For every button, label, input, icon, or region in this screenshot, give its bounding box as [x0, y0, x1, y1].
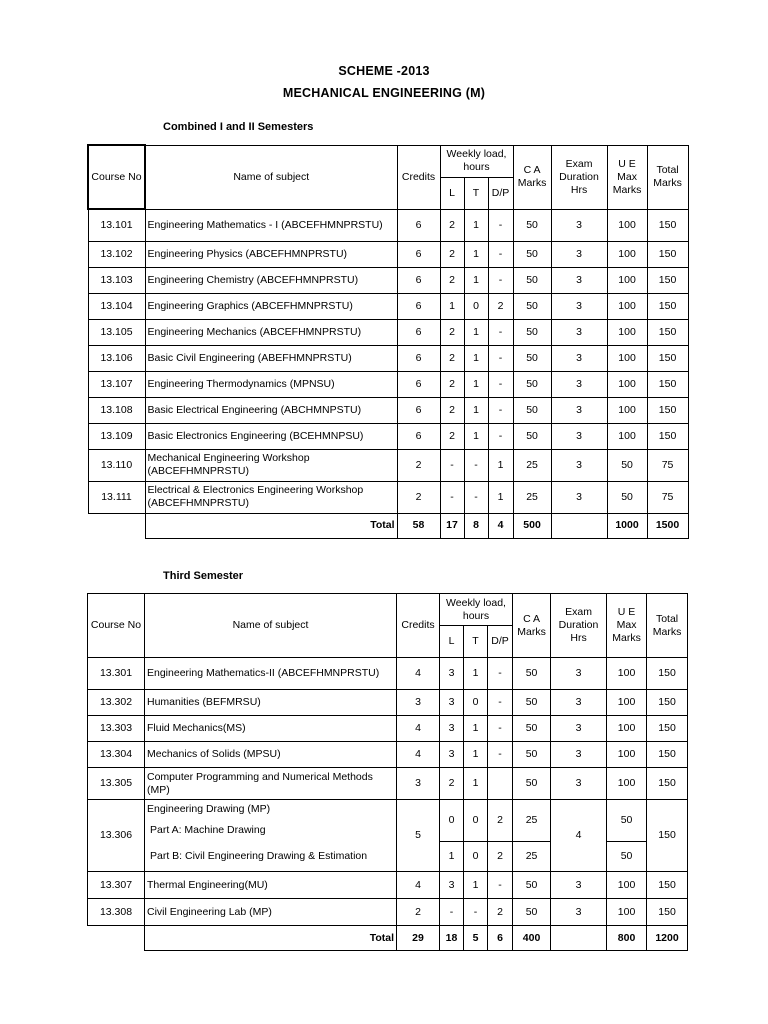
- cell-dp: -: [488, 345, 513, 371]
- cell-total: 75: [647, 449, 688, 481]
- table-row: [88, 293, 688, 319]
- cell-credits: 3: [397, 690, 440, 716]
- cell-l: -: [440, 481, 464, 513]
- cell-dp: -: [488, 397, 513, 423]
- cell-name: Engineering Physics (ABCEFHMNPRSTU): [145, 241, 397, 267]
- cell-ue: 100: [607, 371, 647, 397]
- cell-l: 2: [440, 241, 464, 267]
- cell-no: 13.103: [88, 267, 145, 293]
- cell-no: 13.107: [88, 371, 145, 397]
- table-row: [88, 371, 688, 397]
- cell-l: 2: [440, 423, 464, 449]
- table-row: [88, 716, 688, 742]
- header-ca: C A Marks: [513, 594, 551, 658]
- cell-t: -: [464, 899, 488, 926]
- cell-dp: -: [488, 658, 513, 690]
- cell-exam: 3: [551, 481, 607, 513]
- total-credits: 29: [397, 926, 440, 951]
- cell-dp: -: [488, 716, 513, 742]
- cell-total: 150: [647, 293, 688, 319]
- section-heading-2: Third Semester: [163, 570, 244, 582]
- cell-ca: 50: [513, 345, 551, 371]
- cell-exam: 3: [551, 658, 607, 690]
- table-row: [88, 872, 688, 899]
- cell-name: Engineering Graphics (ABCEFHMNPRSTU): [145, 293, 397, 319]
- cell-t: 1: [464, 658, 488, 690]
- header-course-no: Course No: [88, 594, 145, 658]
- table-row: [88, 397, 688, 423]
- scheme-table-semester-3: [87, 593, 688, 951]
- cell-no: 13.106: [88, 345, 145, 371]
- table-row: [88, 658, 688, 690]
- cell-ue: 100: [607, 899, 647, 926]
- cell-total: 75: [647, 481, 688, 513]
- total-t: 5: [464, 926, 488, 951]
- cell-exam: 3: [551, 293, 607, 319]
- cell-dp: -: [488, 371, 513, 397]
- total-label: Total: [145, 513, 397, 538]
- section-heading-1: Combined I and II Semesters: [163, 121, 314, 133]
- cell-a-l: 0: [440, 800, 464, 842]
- cell-l: 2: [440, 371, 464, 397]
- cell-a-ue: 50: [607, 800, 647, 842]
- cell-b-ue: 50: [607, 842, 647, 872]
- cell-no: 13.307: [88, 872, 145, 899]
- header-name: Name of subject: [145, 594, 397, 658]
- cell-credits: 4: [397, 872, 440, 899]
- total-exam: [551, 926, 607, 951]
- cell-l: 3: [440, 872, 464, 899]
- cell-name: Basic Civil Engineering (ABEFHMNPRSTU): [145, 345, 397, 371]
- cell-name: Electrical & Electronics Engineering Workshop (ABCEFHMNPRSTU): [145, 481, 397, 513]
- cell-l: 2: [440, 345, 464, 371]
- cell-exam: 3: [551, 449, 607, 481]
- total-t: 8: [464, 513, 488, 538]
- header-ca: C A Marks: [513, 145, 551, 209]
- cell-l: 2: [440, 768, 464, 800]
- table-row: [88, 319, 688, 345]
- cell-dp: -: [488, 742, 513, 768]
- cell-credits: 6: [397, 293, 440, 319]
- cell-no: 13.304: [88, 742, 145, 768]
- header-l: L: [440, 626, 464, 658]
- cell-exam: 3: [551, 872, 607, 899]
- cell-name: Humanities (BEFMRSU): [145, 690, 397, 716]
- cell-no: 13.109: [88, 423, 145, 449]
- cell-ca: 50: [513, 872, 551, 899]
- cell-exam: 3: [551, 768, 607, 800]
- cell-ca: 50: [513, 690, 551, 716]
- cell-credits: 2: [397, 449, 440, 481]
- cell-total: 150: [647, 658, 688, 690]
- cell-total: 150: [647, 768, 688, 800]
- cell-total: 150: [647, 241, 688, 267]
- cell-ue: 100: [607, 768, 647, 800]
- cell-total: 150: [647, 345, 688, 371]
- cell-ca: 50: [513, 209, 551, 241]
- cell-ue: 100: [607, 716, 647, 742]
- page-subtitle: MECHANICAL ENGINEERING (M): [282, 86, 486, 100]
- cell-exam: 3: [551, 690, 607, 716]
- cell-t: 1: [464, 345, 488, 371]
- total-credits: 58: [397, 513, 440, 538]
- cell-exam: 3: [551, 716, 607, 742]
- cell-ca: 50: [513, 742, 551, 768]
- cell-no: 13.302: [88, 690, 145, 716]
- cell-credits: 2: [397, 899, 440, 926]
- header-credits: Credits: [397, 145, 440, 209]
- cell-credits: 6: [397, 241, 440, 267]
- header-weekly-load: Weekly load, hours: [440, 594, 513, 626]
- header-exam: Exam Duration Hrs: [551, 145, 607, 209]
- cell-dp: -: [488, 690, 513, 716]
- header-weekly-load: Weekly load, hours: [440, 145, 513, 177]
- cell-ue: 100: [607, 319, 647, 345]
- cell-ca: 50: [513, 397, 551, 423]
- header-l: L: [440, 177, 464, 209]
- cell-dp: -: [488, 423, 513, 449]
- cell-credits: 4: [397, 658, 440, 690]
- cell-t: 0: [464, 690, 488, 716]
- cell-name: Engineering Mechanics (ABCEFHMNPRSTU): [145, 319, 397, 345]
- cell-ca: 50: [513, 658, 551, 690]
- cell-a-ca: 25: [513, 800, 551, 842]
- header-name: Name of subject: [145, 145, 397, 209]
- cell-part-a: Part A: Machine Drawing: [145, 820, 397, 842]
- cell-name: Engineering Chemistry (ABCEFHMNPRSTU): [145, 267, 397, 293]
- cell-exam: 3: [551, 209, 607, 241]
- cell-l: 3: [440, 658, 464, 690]
- cell-dp: [488, 768, 513, 800]
- header-exam: Exam Duration Hrs: [551, 594, 607, 658]
- cell-credits: 5: [397, 800, 440, 872]
- total-ue: 1000: [607, 513, 647, 538]
- cell-ue: 100: [607, 872, 647, 899]
- cell-total: 150: [647, 423, 688, 449]
- table-row: [88, 800, 688, 820]
- cell-l: -: [440, 899, 464, 926]
- table-row: [88, 690, 688, 716]
- cell-a-t: 0: [464, 800, 488, 842]
- cell-total: 150: [647, 716, 688, 742]
- table-row: [88, 449, 688, 481]
- header-ue: U E Max Marks: [607, 145, 647, 209]
- cell-dp: -: [488, 209, 513, 241]
- cell-ca: 50: [513, 293, 551, 319]
- cell-name: Mechanics of Solids (MPSU): [145, 742, 397, 768]
- header-dp: D/P: [488, 177, 513, 209]
- cell-no: 13.104: [88, 293, 145, 319]
- cell-t: -: [464, 449, 488, 481]
- cell-t: 1: [464, 267, 488, 293]
- cell-part-b: Part B: Civil Engineering Drawing & Estimation: [145, 842, 397, 872]
- total-l: 17: [440, 513, 464, 538]
- cell-no: 13.105: [88, 319, 145, 345]
- cell-no: 13.303: [88, 716, 145, 742]
- cell-dp: 1: [488, 481, 513, 513]
- table-row: [88, 899, 688, 926]
- cell-total: 150: [647, 267, 688, 293]
- table-row: [88, 423, 688, 449]
- cell-dp: -: [488, 241, 513, 267]
- page-title: SCHEME -2013: [338, 64, 430, 78]
- total-dp: 6: [488, 926, 513, 951]
- cell-name: Mechanical Engineering Workshop (ABCEFHMNPRSTU): [145, 449, 397, 481]
- cell-exam: 3: [551, 371, 607, 397]
- cell-ue: 50: [607, 481, 647, 513]
- scheme-table-semester-1-2: [87, 144, 689, 539]
- cell-name: Fluid Mechanics(MS): [145, 716, 397, 742]
- cell-no: 13.308: [88, 899, 145, 926]
- cell-ue: 100: [607, 423, 647, 449]
- table-row: [88, 267, 688, 293]
- cell-t: -: [464, 481, 488, 513]
- cell-ca: 50: [513, 241, 551, 267]
- cell-ca: 50: [513, 267, 551, 293]
- cell-t: 1: [464, 423, 488, 449]
- cell-credits: 6: [397, 423, 440, 449]
- cell-t: 1: [464, 716, 488, 742]
- cell-dp: 2: [488, 293, 513, 319]
- cell-credits: 4: [397, 716, 440, 742]
- cell-t: 1: [464, 768, 488, 800]
- cell-credits: 3: [397, 768, 440, 800]
- cell-credits: 6: [397, 371, 440, 397]
- cell-l: 2: [440, 209, 464, 241]
- total-dp: 4: [488, 513, 513, 538]
- cell-t: 1: [464, 209, 488, 241]
- cell-name: Civil Engineering Lab (MP): [145, 899, 397, 926]
- header-course-no: Course No: [88, 145, 145, 209]
- cell-no: 13.110: [88, 449, 145, 481]
- total-total: 1200: [647, 926, 688, 951]
- cell-l: 2: [440, 267, 464, 293]
- table-row: [88, 345, 688, 371]
- cell-ca: 25: [513, 449, 551, 481]
- cell-no: 13.305: [88, 768, 145, 800]
- table-row: [88, 481, 688, 513]
- cell-ue: 100: [607, 267, 647, 293]
- cell-credits: 6: [397, 397, 440, 423]
- table-row: [88, 768, 688, 800]
- cell-ue: 50: [607, 449, 647, 481]
- cell-credits: 6: [397, 319, 440, 345]
- cell-l: 2: [440, 397, 464, 423]
- cell-t: 1: [464, 872, 488, 899]
- header-dp: D/P: [488, 626, 513, 658]
- table-row: [88, 241, 688, 267]
- cell-l: -: [440, 449, 464, 481]
- cell-name: Engineering Mathematics - I (ABCEFHMNPRSTU): [145, 209, 397, 241]
- cell-total: 150: [647, 800, 688, 872]
- cell-credits: 4: [397, 742, 440, 768]
- cell-ca: 50: [513, 319, 551, 345]
- cell-dp: 2: [488, 899, 513, 926]
- cell-l: 3: [440, 690, 464, 716]
- cell-ue: 100: [607, 345, 647, 371]
- table-row: [88, 742, 688, 768]
- cell-name: Thermal Engineering(MU): [145, 872, 397, 899]
- cell-exam: 3: [551, 319, 607, 345]
- cell-no: 13.301: [88, 658, 145, 690]
- total-total: 1500: [647, 513, 688, 538]
- cell-dp: -: [488, 319, 513, 345]
- cell-t: 1: [464, 319, 488, 345]
- cell-credits: 2: [397, 481, 440, 513]
- cell-exam: 3: [551, 742, 607, 768]
- cell-name: Engineering Drawing (MP): [145, 800, 397, 820]
- cell-ue: 100: [607, 658, 647, 690]
- cell-b-l: 1: [440, 842, 464, 872]
- cell-credits: 6: [397, 345, 440, 371]
- cell-exam: 4: [551, 800, 607, 872]
- cell-name: Basic Electronics Engineering (BCEHMNPSU): [145, 423, 397, 449]
- cell-credits: 6: [397, 209, 440, 241]
- cell-t: 1: [464, 742, 488, 768]
- header-t: T: [464, 177, 488, 209]
- cell-no: 13.102: [88, 241, 145, 267]
- cell-no: 13.108: [88, 397, 145, 423]
- cell-ca: 50: [513, 423, 551, 449]
- cell-ca: 50: [513, 716, 551, 742]
- cell-t: 0: [464, 293, 488, 319]
- cell-l: 1: [440, 293, 464, 319]
- header-total: Total Marks: [647, 145, 688, 209]
- cell-l: 3: [440, 716, 464, 742]
- cell-total: 150: [647, 397, 688, 423]
- total-l: 18: [440, 926, 464, 951]
- cell-no: 13.101: [88, 209, 145, 241]
- cell-ca: 50: [513, 768, 551, 800]
- cell-ue: 100: [607, 742, 647, 768]
- cell-exam: 3: [551, 899, 607, 926]
- cell-name: Computer Programming and Numerical Methods (MP): [145, 768, 397, 800]
- cell-total: 150: [647, 209, 688, 241]
- cell-dp: -: [488, 267, 513, 293]
- cell-dp: 1: [488, 449, 513, 481]
- cell-l: 3: [440, 742, 464, 768]
- cell-dp: -: [488, 872, 513, 899]
- cell-total: 150: [647, 742, 688, 768]
- total-ca: 500: [513, 513, 551, 538]
- cell-credits: 6: [397, 267, 440, 293]
- cell-ue: 100: [607, 690, 647, 716]
- header-t: T: [464, 626, 488, 658]
- cell-total: 150: [647, 371, 688, 397]
- cell-exam: 3: [551, 267, 607, 293]
- cell-b-dp: 2: [488, 842, 513, 872]
- header-credits: Credits: [397, 594, 440, 658]
- cell-t: 1: [464, 241, 488, 267]
- cell-t: 1: [464, 397, 488, 423]
- cell-exam: 3: [551, 423, 607, 449]
- cell-exam: 3: [551, 397, 607, 423]
- cell-l: 2: [440, 319, 464, 345]
- cell-name: Engineering Mathematics-II (ABCEFHMNPRSTU): [145, 658, 397, 690]
- cell-total: 150: [647, 319, 688, 345]
- cell-t: 1: [464, 371, 488, 397]
- cell-total: 150: [647, 899, 688, 926]
- header-ue: U E Max Marks: [607, 594, 647, 658]
- total-row: [88, 513, 688, 538]
- cell-ca: 25: [513, 481, 551, 513]
- cell-ue: 100: [607, 209, 647, 241]
- cell-total: 150: [647, 872, 688, 899]
- cell-ue: 100: [607, 293, 647, 319]
- header-total: Total Marks: [647, 594, 688, 658]
- cell-total: 150: [647, 690, 688, 716]
- cell-ca: 50: [513, 899, 551, 926]
- table-row: [88, 209, 688, 241]
- total-exam: [551, 513, 607, 538]
- cell-a-dp: 2: [488, 800, 513, 842]
- total-ue: 800: [607, 926, 647, 951]
- cell-exam: 3: [551, 345, 607, 371]
- cell-no: 13.111: [88, 481, 145, 513]
- cell-name: Basic Electrical Engineering (ABCHMNPSTU): [145, 397, 397, 423]
- cell-ue: 100: [607, 241, 647, 267]
- cell-b-ca: 25: [513, 842, 551, 872]
- cell-ue: 100: [607, 397, 647, 423]
- cell-b-t: 0: [464, 842, 488, 872]
- total-row: [88, 926, 688, 951]
- cell-name: Engineering Thermodynamics (MPNSU): [145, 371, 397, 397]
- cell-exam: 3: [551, 241, 607, 267]
- total-ca: 400: [513, 926, 551, 951]
- total-label: Total: [145, 926, 397, 951]
- cell-ca: 50: [513, 371, 551, 397]
- cell-no: 13.306: [88, 800, 145, 872]
